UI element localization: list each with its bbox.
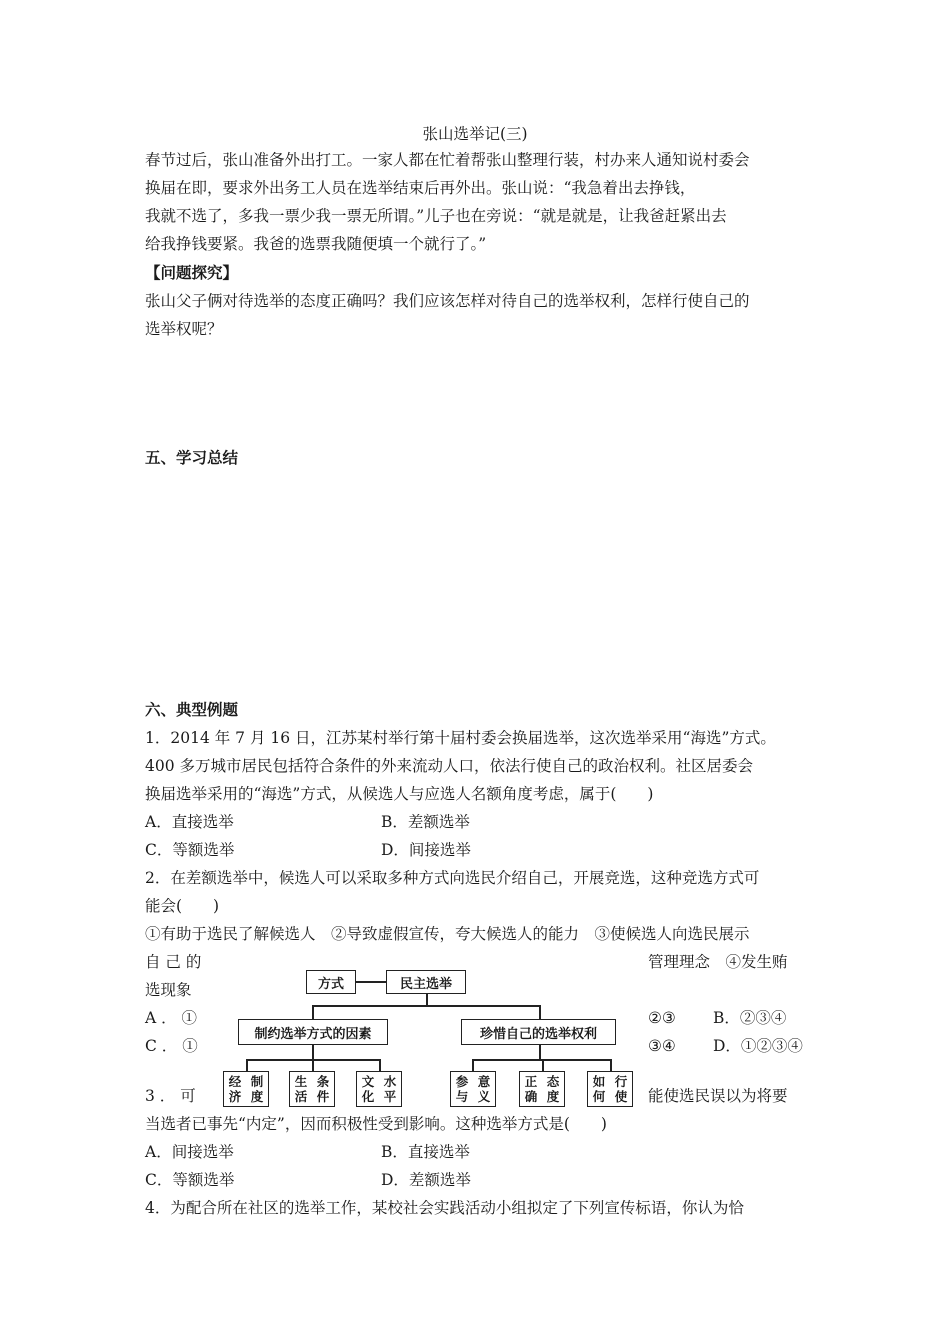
connector-line [379,1059,381,1071]
diagram-leaf-label: 制度 [250,1074,264,1104]
diagram-leaf-label: 如何 [592,1074,606,1104]
connector-line [542,1059,544,1071]
question-3-line: 当选者已事先“内定”，因而积极性受到影响。这种选举方式是( ) [145,1115,607,1133]
connector-line [426,993,428,1005]
diagram-leaf-living-conditions [289,1071,335,1107]
story-line: 给我挣钱要紧。我爸的选票我随便填一个就行了。” [145,235,487,253]
q1-option-d: D．间接选举 [381,841,471,859]
diagram-leaf-correct-attitude [519,1071,565,1107]
q3-option-c: C．等额选举 [145,1171,235,1189]
question-2-line: 2．在差额选举中，候选人可以采取多种方式向选民介绍自己，开展竞选，这种竞选方式可 [145,869,760,887]
inquiry-line: 选举权呢？ [145,320,223,338]
q3-option-a: A．间接选举 [145,1143,234,1161]
question-3-fragment: 3 ． 可 [145,1087,196,1105]
diagram-leaf-label: 文化 [361,1074,375,1104]
section-heading-examples: 六、典型例题 [145,701,239,719]
connector-line [312,1059,314,1071]
connector-line [610,1059,612,1071]
diagram-leaf-participation-meaning [450,1071,496,1107]
q2-option-b: B．②③④ [713,1009,787,1027]
connector-line [246,1059,248,1071]
story-line: 我就不选了，多我一票少我一票无所谓。”儿子也在旁说：“就是就是，让我爸赶紧出去 [145,207,727,225]
q2-option-d: D．①②③④ [713,1037,803,1055]
q1-option-c: C．等额选举 [145,841,235,859]
inquiry-line: 张山父子俩对待选举的态度正确吗？我们应该怎样对待自己的选举权利，怎样行使自己的 [145,292,750,310]
diagram-box-method: 方式 [306,970,356,994]
question-1-line: 换届选举采用的“海选”方式，从候选人与应选人名额角度考虑，属于( ) [145,785,654,803]
diagram-leaf-label: 水平 [383,1074,397,1104]
diagram-leaf-label: 参与 [455,1074,469,1104]
question-2-fragment: 自 己 的 [145,953,202,971]
q3-option-d: D．差额选举 [381,1171,471,1189]
connector-line [312,1005,540,1007]
connector-line [312,1045,314,1059]
diagram-box-constraints: 制约选举方式的因素 [238,1019,388,1045]
diagram-leaf-label: 经济 [228,1074,242,1104]
story-line: 换届在即，要求外出务工人员在选举结束后再外出。张山说：“我急着出去挣钱， [145,179,696,197]
question-2-fragment: 选现象 [145,981,192,999]
diagram-leaf-label: 生活 [294,1074,308,1104]
q1-option-b: B．差额选举 [381,813,470,831]
story-title: 张山选举记(三) [422,125,528,143]
diagram-leaf-economic-system [223,1071,269,1107]
question-1-line: 1．2014 年 7 月 16 日，江苏某村举行第十届村委会换届选举，这次选举采用“海选”方式。 [145,729,776,747]
diagram-leaf-education-level [356,1071,402,1107]
diagram-leaf-label: 意义 [477,1074,491,1104]
question-2-line: 能会( ) [145,897,220,915]
q3-option-b: B．直接选举 [381,1143,470,1161]
question-4-line: 4．为配合所在社区的选举工作，某校社会实践活动小组拟定了下列宣传标语，你认为恰 [145,1199,744,1217]
q2-option-c-tail: ③④ [648,1037,676,1055]
diagram-box-cherish-rights: 珍惜自己的选举权利 [461,1019,616,1045]
section-heading-summary: 五、学习总结 [145,449,239,467]
diagram-leaf-label: 正确 [524,1074,538,1104]
diagram-leaf-label: 条件 [316,1074,330,1104]
diagram-leaf-how-to-exercise [587,1071,633,1107]
q2-option-a-tail: ②③ [648,1009,676,1027]
question-1-line: 400 多万城市居民包括符合条件的外来流动人口，依法行使自己的政治权利。社区居委会 [145,757,754,775]
story-line: 春节过后，张山准备外出打工。一家人都在忙着帮张山整理行装，村办来人通知说村委会 [145,151,750,169]
question-2-fragment: 管理理念 ④发生贿 [648,953,788,971]
diagram-leaf-label: 态度 [546,1074,560,1104]
q2-option-a: A ． ① [145,1009,198,1027]
connector-line [539,1005,541,1019]
connector-line [356,981,386,983]
question-2-line: ①有助于选民了解候选人 ②导致虚假宣传，夸大候选人的能力 ③使候选人向选民展示 [145,925,750,943]
inquiry-heading: 【问题探究】 [145,264,239,282]
connector-line [472,1059,474,1071]
diagram-leaf-label: 行使 [614,1074,628,1104]
connector-line [312,1005,314,1019]
connector-line [539,1045,541,1059]
question-3-fragment: 能使选民误以为将要 [648,1087,788,1105]
q1-option-a: A．直接选举 [145,813,234,831]
q2-option-c: C ． ① [145,1037,198,1055]
diagram-box-democratic-election: 民主选举 [386,970,466,994]
